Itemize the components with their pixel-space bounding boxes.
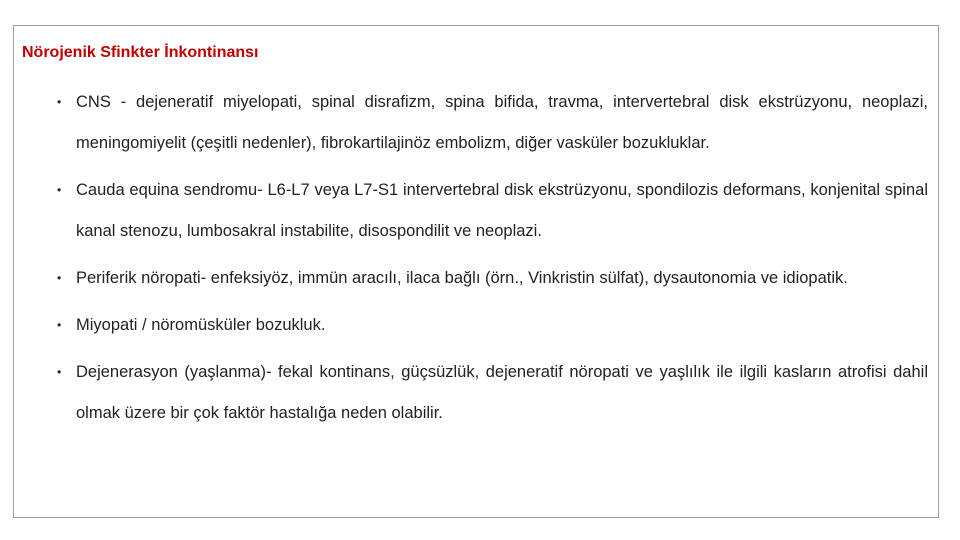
list-item-text: Dejenerasyon (yaşlanma)- fekal kontinans, güçsüzlük, dejeneratif nöropati ve yaşlılık ile ilgili kasların atrofisi dahil olmak üzere bir çok faktör hastalığa neden olabilir. [76, 363, 928, 422]
list-item [55, 82, 928, 164]
bullet-icon: • [57, 183, 62, 197]
list-item-text: Cauda equina sendromu- L6-L7 veya L7-S1 intervertebral disk ekstrüzyonu, spondilozis deformans, konjenital spinal kanal stenozu, lumbosakral instabilite, disospondilit ve neoplazi. [76, 181, 928, 240]
list-item [55, 170, 928, 252]
bullet-icon: • [57, 365, 62, 379]
bullet-icon: • [57, 318, 62, 332]
bullet-list [55, 82, 928, 440]
bullet-icon: • [57, 95, 62, 109]
list-item [55, 305, 928, 346]
list-item [55, 352, 928, 434]
list-item-text: Periferik nöropati- enfeksiyöz, immün aracılı, ilaca bağlı (örn., Vinkristin sülfat), dysautonomia ve idiopatik. [76, 269, 848, 287]
list-item-text: Miyopati / nöromüsküler bozukluk. [76, 316, 326, 334]
bullet-icon: • [57, 271, 62, 285]
list-item [55, 258, 928, 299]
slide-title: Nörojenik Sfinkter İnkontinansı [22, 44, 259, 61]
list-item-text: CNS - dejeneratif miyelopati, spinal disrafizm, spina bifida, travma, intervertebral disk ekstrüzyonu, neoplazi, meningomiyelit (çeşitli nedenler), fibrokartilajinöz embolizm, diğer vasküler bozukluklar. [76, 93, 928, 152]
